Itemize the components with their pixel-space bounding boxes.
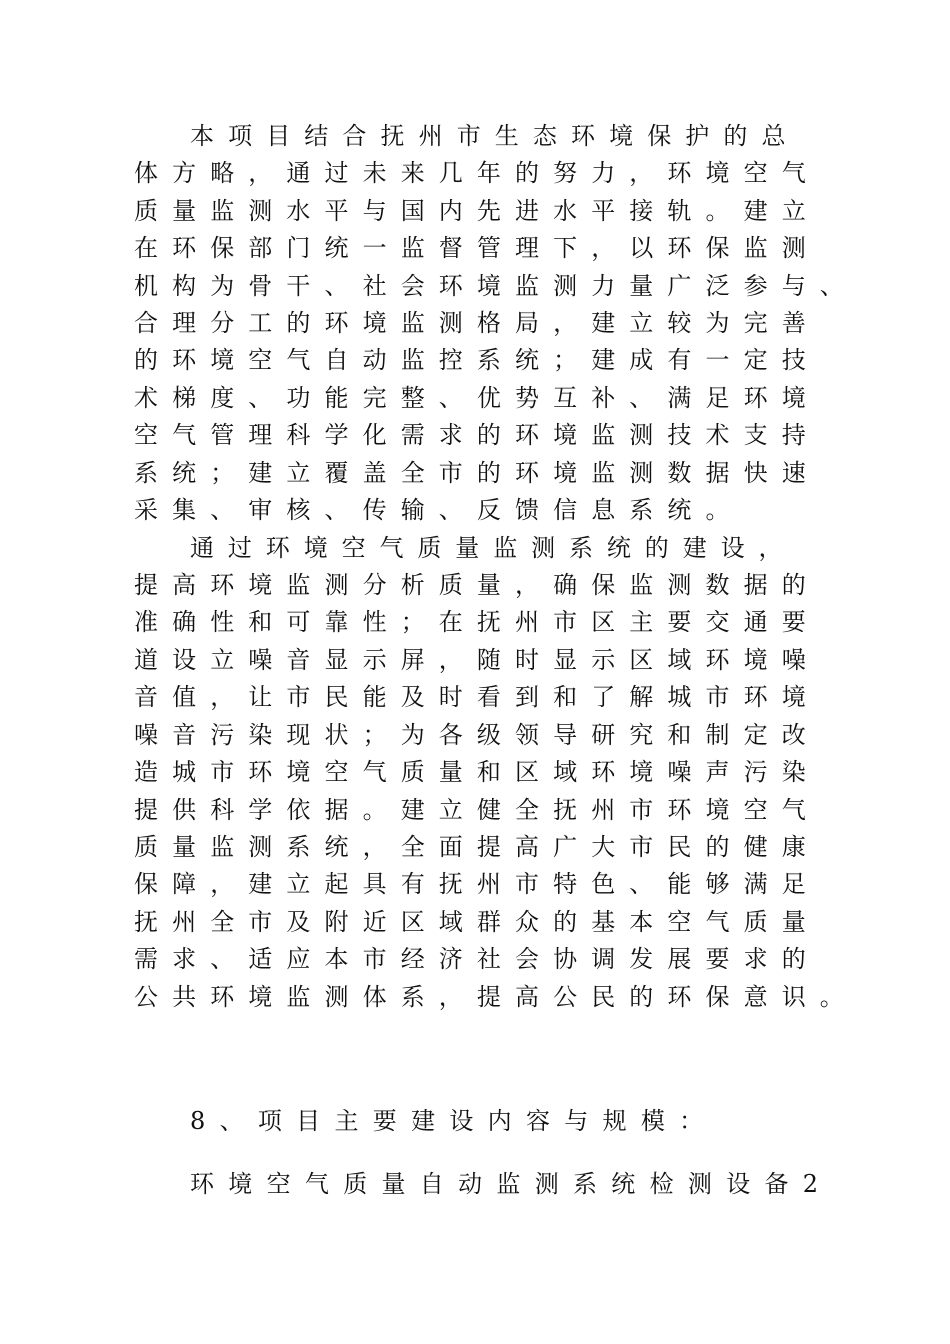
- paragraph-2-line: 道设立噪音显示屏，随时显示区域环境噪: [134, 646, 820, 674]
- paragraph-1-line: 合理分工的环境监测格局，建立较为完善: [134, 309, 820, 337]
- paragraph-1-line: 体方略，通过未来几年的努力，环境空气: [134, 159, 820, 187]
- paragraph-1-line: 系统；建立覆盖全市的环境监测数据快速: [134, 459, 820, 487]
- paragraph-2-line: 提供科学依据。建立健全抚州市环境空气: [134, 796, 820, 824]
- paragraph-2-line: 准确性和可靠性；在抚州市区主要交通要: [134, 608, 820, 636]
- section-text: 环境空气质量自动监测系统检测设备2: [190, 1170, 833, 1198]
- paragraph-2-line: 质量监测系统，全面提高广大市民的健康: [134, 833, 820, 861]
- paragraph-2-line: 提高环境监测分析质量，确保监测数据的: [134, 571, 820, 599]
- section-heading: 8、项目主要建设内容与规模：: [190, 1107, 718, 1135]
- paragraph-2-line: 抚州全市及附近区域群众的基本空气质量: [134, 908, 820, 936]
- paragraph-1-line: 空气管理科学化需求的环境监测技术支持: [134, 421, 820, 449]
- paragraph-1-line: 质量监测水平与国内先进水平接轨。建立: [134, 197, 820, 225]
- paragraph-2-line: 公共环境监测体系，提高公民的环保意识。: [134, 983, 858, 1011]
- paragraph-2-line: 音值，让市民能及时看到和了解城市环境: [134, 683, 820, 711]
- paragraph-1-line: 在环保部门统一监督管理下，以环保监测: [134, 234, 820, 262]
- paragraph-1-line: 的环境空气自动监控系统；建成有一定技: [134, 346, 820, 374]
- paragraph-2-line: 造城市环境空气质量和区域环境噪声污染: [134, 758, 820, 786]
- paragraph-2-line: 噪音污染现状；为各级领导研究和制定改: [134, 721, 820, 749]
- paragraph-1-line: 术梯度、功能完整、优势互补、满足环境: [134, 384, 820, 412]
- paragraph-1-line: 机构为骨干、社会环境监测力量广泛参与、: [134, 272, 858, 300]
- paragraph-2-line: 保障，建立起具有抚州市特色、能够满足: [134, 870, 820, 898]
- paragraph-1-line: 本项目结合抚州市生态环境保护的总: [190, 122, 800, 150]
- paragraph-1-line: 采集、审核、传输、反馈信息系统。: [134, 496, 744, 524]
- paragraph-2-line: 需求、适应本市经济社会协调发展要求的: [134, 945, 820, 973]
- paragraph-2-line: 通过环境空气质量监测系统的建设，: [190, 534, 797, 562]
